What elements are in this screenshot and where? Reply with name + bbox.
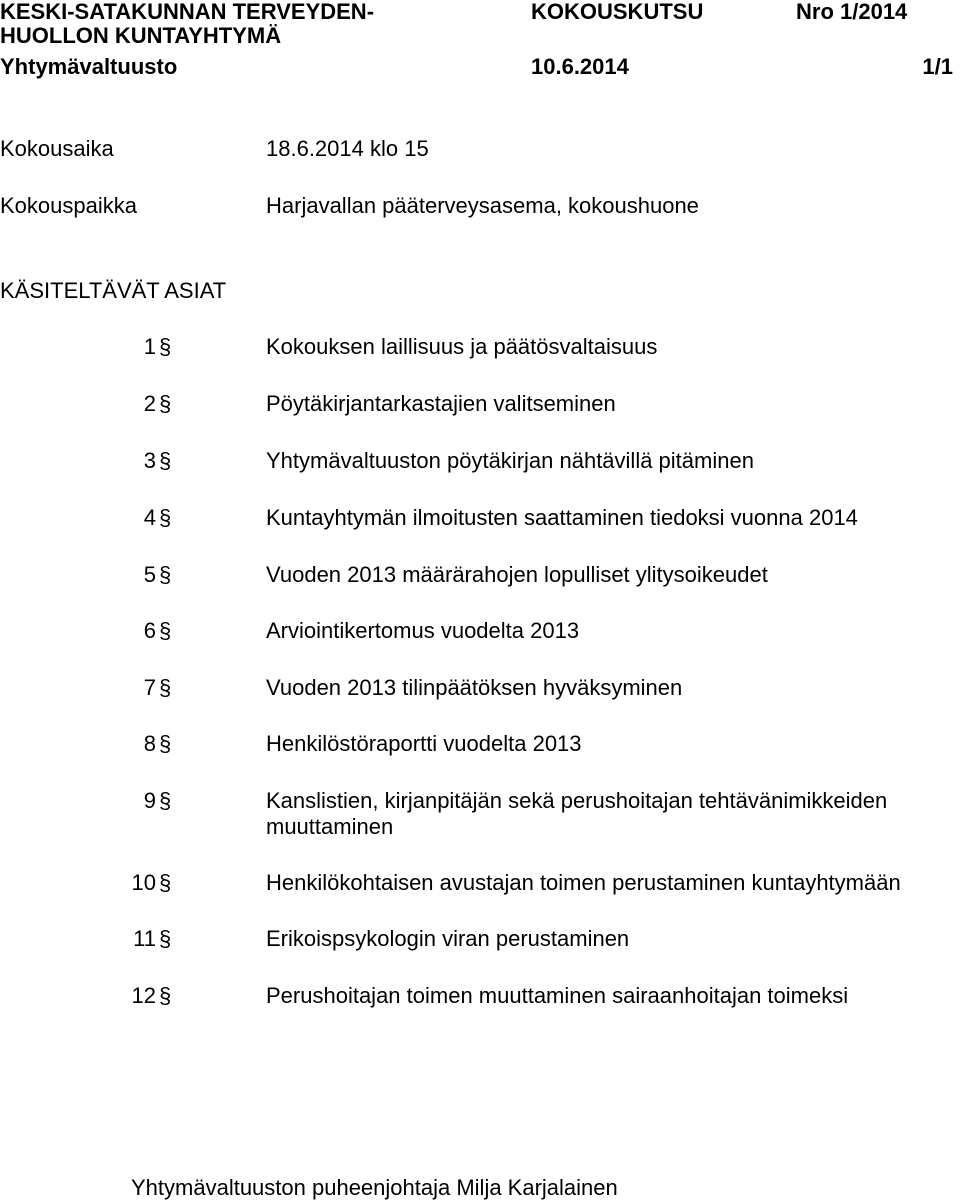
doc-date: 10.6.2014 [531, 54, 629, 79]
org-name-line1: KESKI-SATAKUNNAN TERVEYDEN- [0, 0, 375, 24]
agenda-item-title: Pöytäkirjantarkastajien valitseminen [266, 391, 616, 416]
agenda-item-number: 4 [143, 505, 156, 530]
agenda-item-title: Perushoitajan toimen muuttaminen sairaanhoitajan toimeksi [266, 983, 849, 1008]
page-number: 1/1 [922, 54, 953, 79]
agenda-item-number: 8 [143, 731, 156, 756]
agenda-item-number: 7 [143, 675, 156, 700]
agenda-item-title: Yhtymävaltuuston pöytäkirjan nähtävillä pitäminen [266, 448, 754, 473]
body-name: Yhtymävaltuusto [0, 54, 178, 79]
agenda-item [0, 870, 960, 898]
agenda-item-number: 1 [143, 334, 156, 359]
agenda-item-title: Kokouksen laillisuus ja päätösvaltaisuus [266, 334, 658, 359]
section-symbol: § [159, 870, 172, 895]
agenda-item-title: Kanslistien, kirjanpitäjän sekä perushoitajan tehtävänimikkeiden muuttaminen [266, 788, 888, 839]
agenda-item-title: Erikoispsykologin viran perustaminen [266, 926, 630, 951]
section-symbol: § [159, 788, 172, 813]
agenda-item [0, 391, 960, 419]
section-symbol: § [159, 926, 172, 951]
meeting-place-value: Harjavallan pääterveysasema, kokoushuone [266, 193, 699, 218]
agenda-item [0, 334, 960, 362]
agenda-item [0, 618, 960, 646]
section-symbol: § [159, 731, 172, 756]
section-symbol: § [159, 562, 172, 587]
agenda-item-number: 12 [131, 983, 156, 1008]
agenda-item-number: 11 [133, 926, 156, 951]
agenda-item-title: Arviointikertomus vuodelta 2013 [266, 618, 580, 643]
agenda-item [0, 983, 960, 1011]
signature-line: Yhtymävaltuuston puheenjohtaja Milja Karjalainen [131, 1175, 618, 1200]
agenda-item-title: Henkilöstöraportti vuodelta 2013 [266, 731, 582, 756]
agenda-heading: KÄSITELTÄVÄT ASIAT [0, 278, 227, 303]
meeting-time-value: 18.6.2014 klo 15 [266, 136, 429, 161]
doc-number: Nro 1/2014 [796, 0, 908, 24]
agenda-item-title: Vuoden 2013 määrärahojen lopulliset ylitysoikeudet [266, 562, 768, 587]
agenda-item [0, 562, 960, 590]
agenda-item [0, 505, 960, 533]
doc-type: KOKOUSKUTSU [531, 0, 704, 24]
agenda-item-number: 9 [143, 788, 156, 813]
agenda-item-title: Kuntayhtymän ilmoitusten saattaminen tiedoksi vuonna 2014 [266, 505, 858, 530]
section-symbol: § [159, 505, 172, 530]
org-name-line2: HUOLLON KUNTAYHTYMÄ [0, 23, 282, 48]
agenda-item-number: 5 [143, 562, 156, 587]
agenda-item-number: 2 [143, 391, 156, 416]
section-symbol: § [159, 391, 172, 416]
agenda-item-number: 3 [143, 448, 156, 473]
agenda-item-title: Vuoden 2013 tilinpäätöksen hyväksyminen [266, 675, 683, 700]
section-symbol: § [159, 983, 172, 1008]
agenda-item [0, 731, 960, 759]
agenda-item [0, 788, 960, 844]
agenda-item [0, 448, 960, 476]
agenda-item [0, 926, 960, 954]
agenda-item [0, 675, 960, 703]
meeting-time-label: Kokousaika [0, 136, 114, 161]
section-symbol: § [159, 675, 172, 700]
agenda-item-number: 6 [143, 618, 156, 643]
meeting-place-label: Kokouspaikka [0, 193, 137, 218]
section-symbol: § [159, 618, 172, 643]
section-symbol: § [159, 448, 172, 473]
section-symbol: § [159, 334, 172, 359]
agenda-item-title: Henkilökohtaisen avustajan toimen perustaminen kuntayhtymään [266, 870, 901, 895]
agenda-item-number: 10 [131, 870, 156, 895]
